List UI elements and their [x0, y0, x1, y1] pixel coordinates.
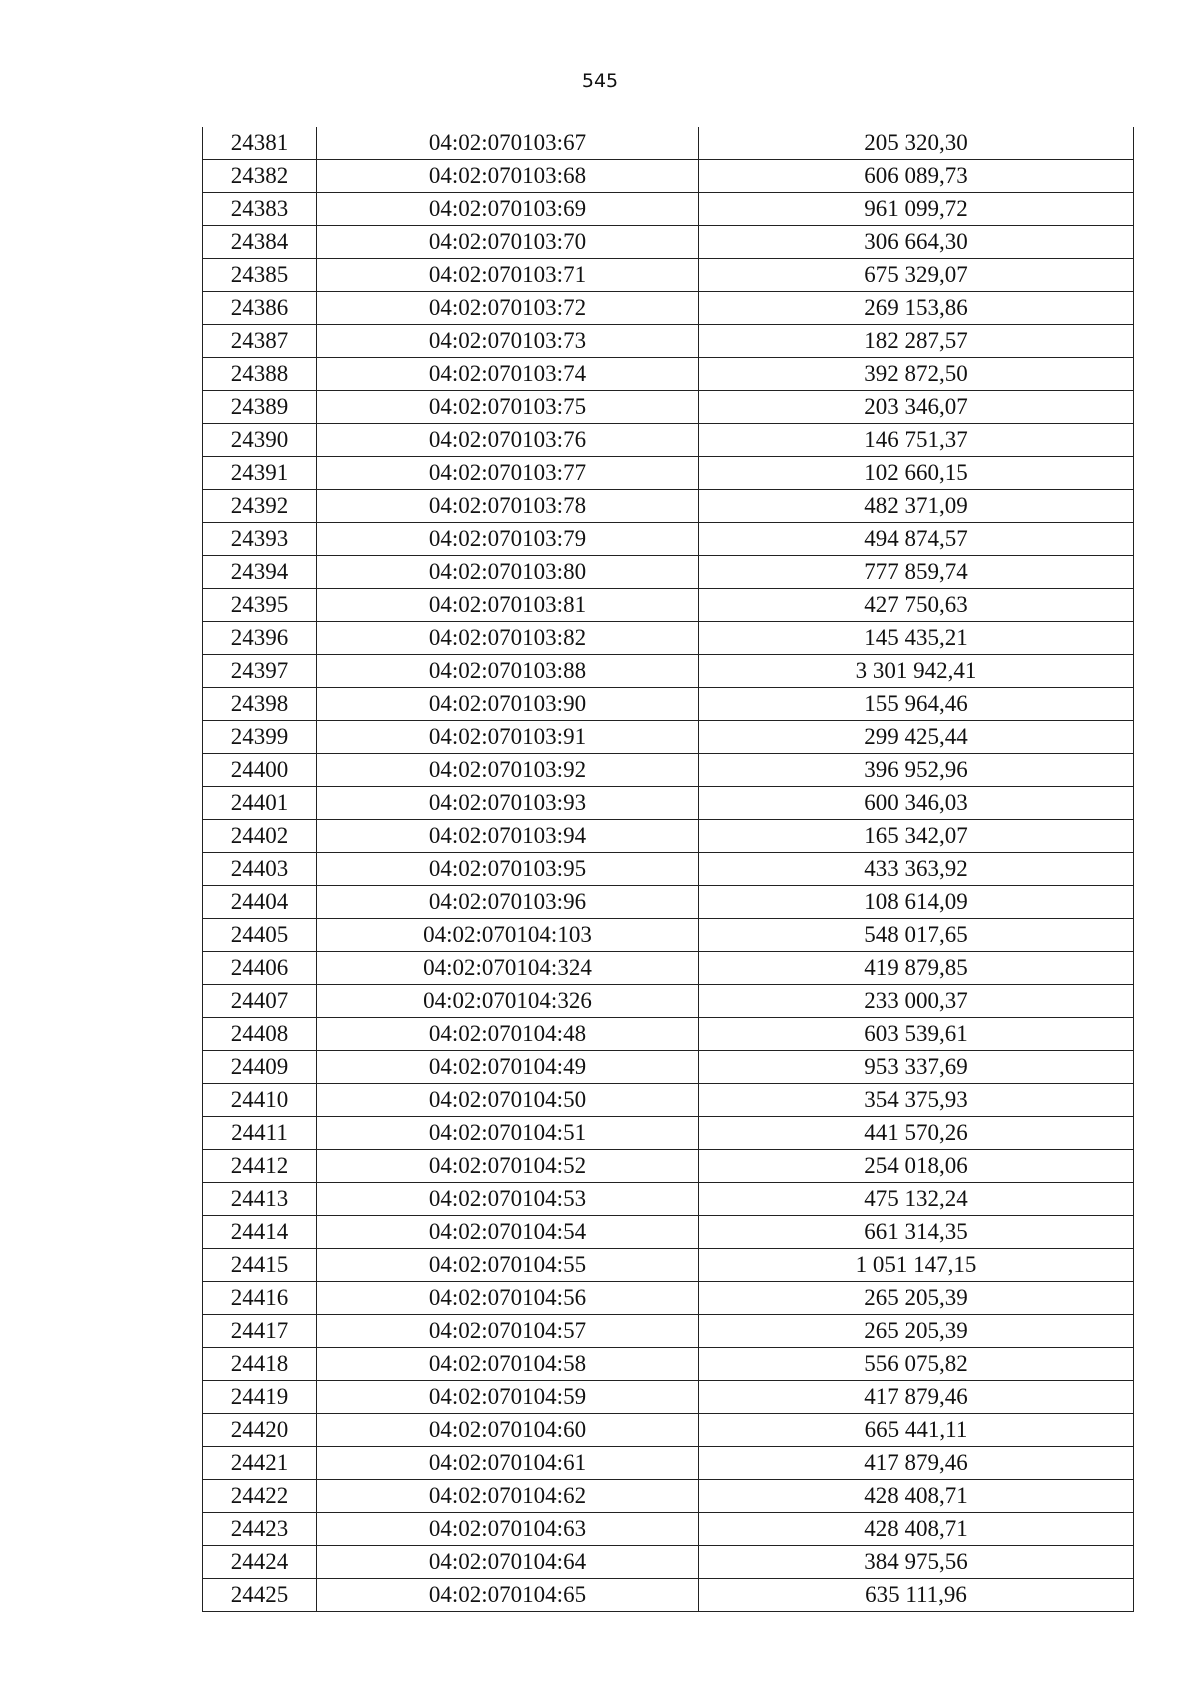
- row-number-cell: 24385: [203, 259, 317, 292]
- cadastral-number-cell: 04:02:070104:61: [317, 1447, 699, 1480]
- cadastral-number-cell: 04:02:070103:77: [317, 457, 699, 490]
- row-number-cell: 24402: [203, 820, 317, 853]
- row-number-cell: 24405: [203, 919, 317, 952]
- cadastral-value-cell: 428 408,71: [699, 1480, 1134, 1513]
- table-row: [203, 1579, 1134, 1612]
- cadastral-number-cell: 04:02:070103:74: [317, 358, 699, 391]
- cadastral-number-cell: 04:02:070103:91: [317, 721, 699, 754]
- table-row: [203, 457, 1134, 490]
- cadastral-value-cell: 392 872,50: [699, 358, 1134, 391]
- table-row: [203, 556, 1134, 589]
- cadastral-number-cell: 04:02:070103:76: [317, 424, 699, 457]
- row-number-cell: 24421: [203, 1447, 317, 1480]
- cadastral-number-cell: 04:02:070103:79: [317, 523, 699, 556]
- cadastral-number-cell: 04:02:070103:80: [317, 556, 699, 589]
- table-row: [203, 622, 1134, 655]
- row-number-cell: 24420: [203, 1414, 317, 1447]
- table-row: [203, 688, 1134, 721]
- table-row: [203, 1249, 1134, 1282]
- cadastral-value-cell: 417 879,46: [699, 1447, 1134, 1480]
- cadastral-value-cell: 265 205,39: [699, 1282, 1134, 1315]
- cadastral-value-cell: 606 089,73: [699, 160, 1134, 193]
- table-row: [203, 1117, 1134, 1150]
- row-number-cell: 24419: [203, 1381, 317, 1414]
- cadastral-number-cell: 04:02:070104:63: [317, 1513, 699, 1546]
- cadastral-value-cell: 3 301 942,41: [699, 655, 1134, 688]
- cadastral-value-cell: 354 375,93: [699, 1084, 1134, 1117]
- row-number-cell: 24392: [203, 490, 317, 523]
- table-row: [203, 1480, 1134, 1513]
- cadastral-value-cell: 482 371,09: [699, 490, 1134, 523]
- row-number-cell: 24386: [203, 292, 317, 325]
- row-number-cell: 24417: [203, 1315, 317, 1348]
- cadastral-value-cell: 661 314,35: [699, 1216, 1134, 1249]
- table-row: [203, 1546, 1134, 1579]
- table-row: [203, 589, 1134, 622]
- cadastral-value-cell: 299 425,44: [699, 721, 1134, 754]
- row-number-cell: 24414: [203, 1216, 317, 1249]
- row-number-cell: 24390: [203, 424, 317, 457]
- row-number-cell: 24406: [203, 952, 317, 985]
- table-row: [203, 490, 1134, 523]
- table-row: [203, 985, 1134, 1018]
- row-number-cell: 24401: [203, 787, 317, 820]
- cadastral-number-cell: 04:02:070104:55: [317, 1249, 699, 1282]
- cadastral-value-cell: 102 660,15: [699, 457, 1134, 490]
- row-number-cell: 24409: [203, 1051, 317, 1084]
- cadastral-value-cell: 417 879,46: [699, 1381, 1134, 1414]
- row-number-cell: 24394: [203, 556, 317, 589]
- cadastral-number-cell: 04:02:070103:92: [317, 754, 699, 787]
- table-row: [203, 1315, 1134, 1348]
- cadastral-value-cell: 233 000,37: [699, 985, 1134, 1018]
- cadastral-number-cell: 04:02:070103:67: [317, 127, 699, 160]
- cadastral-number-cell: 04:02:070103:68: [317, 160, 699, 193]
- cadastral-number-cell: 04:02:070104:62: [317, 1480, 699, 1513]
- table-row: [203, 1051, 1134, 1084]
- table-row: [203, 721, 1134, 754]
- cadastral-value-cell: 145 435,21: [699, 622, 1134, 655]
- table-row: [203, 424, 1134, 457]
- table-row: [203, 952, 1134, 985]
- cadastral-number-cell: 04:02:070103:70: [317, 226, 699, 259]
- table-row: [203, 523, 1134, 556]
- cadastral-number-cell: 04:02:070103:81: [317, 589, 699, 622]
- cadastral-value-cell: 441 570,26: [699, 1117, 1134, 1150]
- cadastral-value-cell: 203 346,07: [699, 391, 1134, 424]
- table-row: [203, 325, 1134, 358]
- cadastral-number-cell: 04:02:070104:324: [317, 952, 699, 985]
- cadastral-value-cell: 548 017,65: [699, 919, 1134, 952]
- table-row: [203, 886, 1134, 919]
- cadastral-number-cell: 04:02:070104:59: [317, 1381, 699, 1414]
- cadastral-value-cell: 155 964,46: [699, 688, 1134, 721]
- table-row: [203, 1414, 1134, 1447]
- cadastral-value-cell: 600 346,03: [699, 787, 1134, 820]
- row-number-cell: 24388: [203, 358, 317, 391]
- table-row: [203, 1381, 1134, 1414]
- cadastral-value-cell: 433 363,92: [699, 853, 1134, 886]
- table-body: [203, 127, 1134, 1612]
- cadastral-number-cell: 04:02:070103:93: [317, 787, 699, 820]
- row-number-cell: 24408: [203, 1018, 317, 1051]
- table-row: [203, 1150, 1134, 1183]
- cadastral-value-cell: 494 874,57: [699, 523, 1134, 556]
- cadastral-number-cell: 04:02:070103:82: [317, 622, 699, 655]
- row-number-cell: 24425: [203, 1579, 317, 1612]
- table-row: [203, 1018, 1134, 1051]
- row-number-cell: 24391: [203, 457, 317, 490]
- cadastral-value-cell: 961 099,72: [699, 193, 1134, 226]
- cadastral-value-cell: 953 337,69: [699, 1051, 1134, 1084]
- table-row: [203, 1348, 1134, 1381]
- cadastral-number-cell: 04:02:070103:88: [317, 655, 699, 688]
- cadastral-value-table: [202, 127, 1134, 1612]
- row-number-cell: 24412: [203, 1150, 317, 1183]
- cadastral-value-cell: 475 132,24: [699, 1183, 1134, 1216]
- cadastral-number-cell: 04:02:070103:69: [317, 193, 699, 226]
- row-number-cell: 24381: [203, 127, 317, 160]
- cadastral-value-cell: 108 614,09: [699, 886, 1134, 919]
- cadastral-number-cell: 04:02:070104:51: [317, 1117, 699, 1150]
- row-number-cell: 24418: [203, 1348, 317, 1381]
- row-number-cell: 24384: [203, 226, 317, 259]
- row-number-cell: 24398: [203, 688, 317, 721]
- cadastral-number-cell: 04:02:070104:103: [317, 919, 699, 952]
- row-number-cell: 24413: [203, 1183, 317, 1216]
- table-row: [203, 127, 1134, 160]
- cadastral-value-cell: 675 329,07: [699, 259, 1134, 292]
- cadastral-value-cell: 269 153,86: [699, 292, 1134, 325]
- cadastral-value-cell: 556 075,82: [699, 1348, 1134, 1381]
- cadastral-number-cell: 04:02:070104:326: [317, 985, 699, 1018]
- cadastral-value-cell: 265 205,39: [699, 1315, 1134, 1348]
- table-row: [203, 259, 1134, 292]
- row-number-cell: 24400: [203, 754, 317, 787]
- cadastral-value-cell: 396 952,96: [699, 754, 1134, 787]
- cadastral-number-cell: 04:02:070104:64: [317, 1546, 699, 1579]
- table-row: [203, 754, 1134, 787]
- cadastral-number-cell: 04:02:070104:50: [317, 1084, 699, 1117]
- table-row: [203, 193, 1134, 226]
- row-number-cell: 24416: [203, 1282, 317, 1315]
- row-number-cell: 24383: [203, 193, 317, 226]
- row-number-cell: 24382: [203, 160, 317, 193]
- cadastral-value-cell: 384 975,56: [699, 1546, 1134, 1579]
- table-row: [203, 1084, 1134, 1117]
- cadastral-number-cell: 04:02:070104:54: [317, 1216, 699, 1249]
- row-number-cell: 24407: [203, 985, 317, 1018]
- row-number-cell: 24393: [203, 523, 317, 556]
- cadastral-number-cell: 04:02:070103:71: [317, 259, 699, 292]
- row-number-cell: 24397: [203, 655, 317, 688]
- table-row: [203, 655, 1134, 688]
- row-number-cell: 24404: [203, 886, 317, 919]
- row-number-cell: 24399: [203, 721, 317, 754]
- table-row: [203, 1447, 1134, 1480]
- table-row: [203, 358, 1134, 391]
- row-number-cell: 24403: [203, 853, 317, 886]
- row-number-cell: 24410: [203, 1084, 317, 1117]
- table-row: [203, 1216, 1134, 1249]
- table-row: [203, 820, 1134, 853]
- cadastral-value-cell: 254 018,06: [699, 1150, 1134, 1183]
- cadastral-value-cell: 428 408,71: [699, 1513, 1134, 1546]
- cadastral-value-cell: 665 441,11: [699, 1414, 1134, 1447]
- cadastral-value-cell: 182 287,57: [699, 325, 1134, 358]
- table-row: [203, 919, 1134, 952]
- row-number-cell: 24395: [203, 589, 317, 622]
- row-number-cell: 24423: [203, 1513, 317, 1546]
- cadastral-value-cell: 777 859,74: [699, 556, 1134, 589]
- cadastral-value-cell: 419 879,85: [699, 952, 1134, 985]
- cadastral-value-cell: 165 342,07: [699, 820, 1134, 853]
- cadastral-value-cell: 427 750,63: [699, 589, 1134, 622]
- cadastral-number-cell: 04:02:070103:75: [317, 391, 699, 424]
- cadastral-number-cell: 04:02:070104:49: [317, 1051, 699, 1084]
- row-number-cell: 24411: [203, 1117, 317, 1150]
- table-row: [203, 1183, 1134, 1216]
- cadastral-value-cell: 146 751,37: [699, 424, 1134, 457]
- row-number-cell: 24387: [203, 325, 317, 358]
- cadastral-number-cell: 04:02:070104:65: [317, 1579, 699, 1612]
- row-number-cell: 24389: [203, 391, 317, 424]
- row-number-cell: 24422: [203, 1480, 317, 1513]
- table-row: [203, 160, 1134, 193]
- cadastral-number-cell: 04:02:070104:60: [317, 1414, 699, 1447]
- row-number-cell: 24424: [203, 1546, 317, 1579]
- table-row: [203, 226, 1134, 259]
- cadastral-number-cell: 04:02:070104:53: [317, 1183, 699, 1216]
- cadastral-number-cell: 04:02:070103:95: [317, 853, 699, 886]
- table-row: [203, 1282, 1134, 1315]
- cadastral-number-cell: 04:02:070104:52: [317, 1150, 699, 1183]
- cadastral-number-cell: 04:02:070104:57: [317, 1315, 699, 1348]
- cadastral-number-cell: 04:02:070104:58: [317, 1348, 699, 1381]
- cadastral-number-cell: 04:02:070103:72: [317, 292, 699, 325]
- cadastral-number-cell: 04:02:070104:56: [317, 1282, 699, 1315]
- cadastral-number-cell: 04:02:070103:94: [317, 820, 699, 853]
- table-row: [203, 292, 1134, 325]
- table-row: [203, 1513, 1134, 1546]
- row-number-cell: 24396: [203, 622, 317, 655]
- cadastral-number-cell: 04:02:070103:78: [317, 490, 699, 523]
- cadastral-value-cell: 306 664,30: [699, 226, 1134, 259]
- table-row: [203, 391, 1134, 424]
- table-row: [203, 853, 1134, 886]
- table-row: [203, 787, 1134, 820]
- row-number-cell: 24415: [203, 1249, 317, 1282]
- cadastral-value-cell: 205 320,30: [699, 127, 1134, 160]
- cadastral-number-cell: 04:02:070103:90: [317, 688, 699, 721]
- cadastral-value-cell: 1 051 147,15: [699, 1249, 1134, 1282]
- cadastral-number-cell: 04:02:070103:73: [317, 325, 699, 358]
- cadastral-number-cell: 04:02:070103:96: [317, 886, 699, 919]
- cadastral-value-cell: 603 539,61: [699, 1018, 1134, 1051]
- page-number: 545: [581, 70, 619, 92]
- cadastral-number-cell: 04:02:070104:48: [317, 1018, 699, 1051]
- cadastral-value-cell: 635 111,96: [699, 1579, 1134, 1612]
